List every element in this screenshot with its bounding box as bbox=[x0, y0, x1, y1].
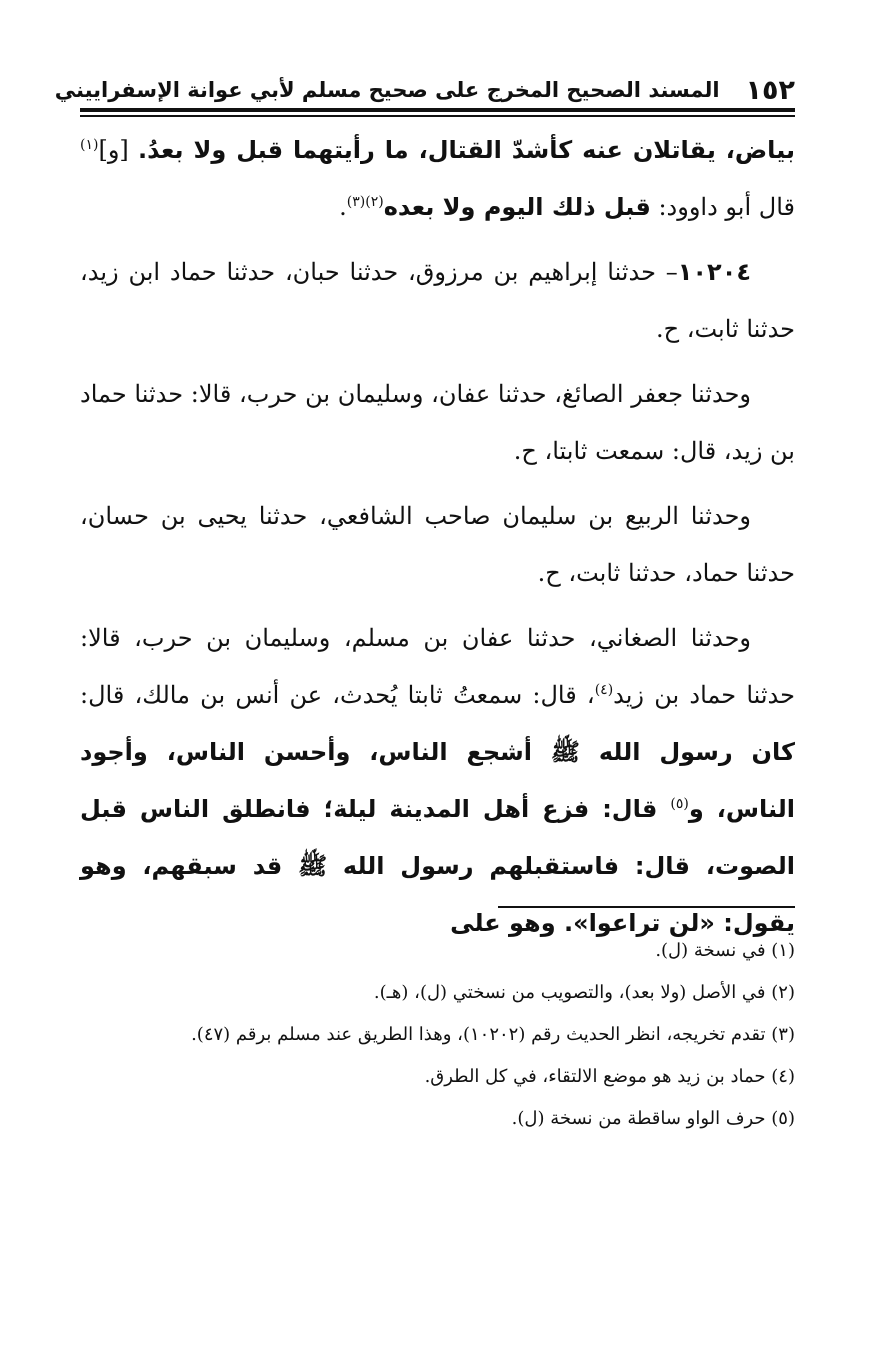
page-number: ١٥٢ bbox=[745, 74, 795, 106]
hadith-text: بياض، يقاتلان عنه كأشدّ القتال، ما رأيتهما قبل ولا بعدُ. bbox=[138, 136, 795, 164]
footnote-2: (٢) في الأصل (ولا بعد)، والتصويب من نسختي (ل)، (هـ). bbox=[373, 982, 795, 1003]
hadith-text: كان رسول الله ﷺ أشجع الناس، وأحسن الناس، وأجود الناس، و bbox=[80, 738, 795, 823]
paragraph-5 bbox=[80, 610, 795, 952]
hadith-number: ١٠٢٠٤ bbox=[677, 258, 751, 286]
hadith-text: قبل ذلك اليوم ولا بعده bbox=[383, 193, 651, 221]
isnad-text: ، قال: سمعتُ ثابتا يُحدث، عن أنس بن مالك، قال: bbox=[80, 681, 595, 709]
hadith-text: قال: فزع أهل المدينة ليلة؛ فانطلق الناس قبل الصوت، قال: فاستقبلهم رسول الله ﷺ قد سبقهم، وهو يقول: «لن تراعوا». وهو على bbox=[80, 795, 795, 937]
main-text bbox=[80, 122, 795, 960]
isnad-text: – حدثنا إبراهيم بن مرزوق، حدثنا حبان، حدثنا حماد ابن زيد، حدثنا ثابت، ح. bbox=[80, 258, 795, 343]
running-title: المسند الصحيح المخرج على صحيح مسلم لأبي عوانة الإسفراييني bbox=[54, 78, 720, 102]
footnote-5: (٥) حرف الواو ساقطة من نسخة (ل). bbox=[511, 1108, 795, 1129]
header-rule-thin bbox=[80, 115, 795, 117]
footnote-ref-1: (١) bbox=[80, 137, 99, 153]
paragraph-3: وحدثنا جعفر الصائغ، حدثنا عفان، وسليمان بن حرب، قالا: حدثنا حماد بن زيد، قال: سمعت ثابتا، ح. bbox=[80, 380, 795, 465]
paragraph-2 bbox=[80, 244, 795, 358]
period: . bbox=[339, 193, 347, 221]
footnote-1: (١) في نسخة (ل). bbox=[655, 940, 795, 961]
paragraph-4: وحدثنا الربيع بن سليمان صاحب الشافعي، حدثنا يحيى بن حسان، حدثنا حماد، حدثنا ثابت، ح. bbox=[80, 502, 795, 587]
paragraph-1 bbox=[80, 122, 795, 236]
insertion-mark: [و] bbox=[98, 136, 138, 164]
narration-text: قال أبو داوود: bbox=[650, 193, 795, 221]
footnote-ref-4: (٤) bbox=[594, 682, 614, 698]
footnote-separator bbox=[498, 906, 795, 908]
isnad-text: وحدثنا الصغاني، حدثنا عفان بن مسلم، وسليمان بن حرب، قالا: حدثنا حماد بن زيد bbox=[80, 624, 795, 709]
footnote-4: (٤) حماد بن زيد هو موضع الالتقاء، في كل الطرق. bbox=[424, 1066, 795, 1087]
page-header bbox=[54, 72, 795, 108]
footnote-ref-2-3: (٢)(٣) bbox=[346, 194, 384, 210]
footnote-ref-5: (٥) bbox=[670, 796, 689, 812]
footnotes bbox=[80, 930, 795, 1140]
header-rule-thick bbox=[80, 108, 795, 112]
footnote-3: (٣) تقدم تخريجه، انظر الحديث رقم (١٠٢٠٢)، وهذا الطريق عند مسلم برقم (٤٧). bbox=[191, 1024, 795, 1045]
